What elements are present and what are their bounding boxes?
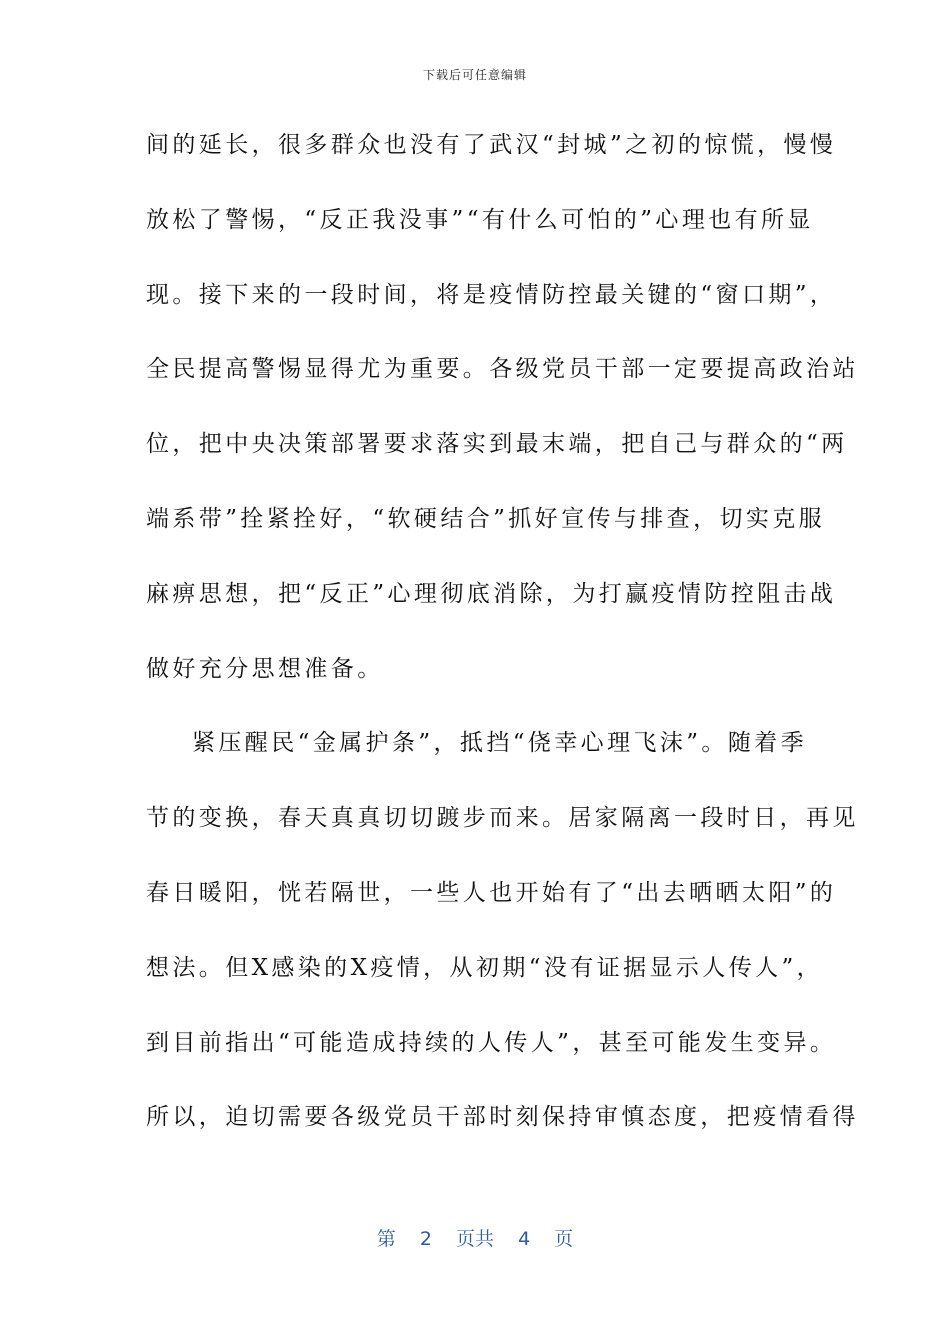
text-line: 做好充分思想准备。 bbox=[146, 655, 384, 682]
text-line: 麻痹思想，把“反正”心理彻底消除，为打赢疫情防控阻击战 bbox=[146, 580, 837, 607]
text-line: 端系带”拴紧拴好，“软硬结合”抓好宣传与排查，切实克服 bbox=[146, 505, 826, 532]
text-line: 想法。但X感染的X疫情，从初期“没有证据显示人传人”， bbox=[146, 954, 824, 981]
text-line: 位，把中央决策部署要求落实到最末端，把自己与群众的“两 bbox=[146, 431, 848, 458]
text-line: 放松了警惕，“反正我没事”“有什么可怕的”心理也有所显 bbox=[146, 206, 814, 233]
text-line: 间的延长，很多群众也没有了武汉“封城”之初的惊慌，慢慢 bbox=[146, 132, 837, 158]
text-line: 所以，迫切需要各级党员干部时刻保持审慎态度，把疫情看得 bbox=[146, 1104, 859, 1131]
text-line: 节的变换，春天真真切切踱步而来。居家隔离一段时日，再见 bbox=[146, 805, 859, 832]
page-number-footer bbox=[0, 1224, 950, 1251]
text-line: 现。接下来的一段时间，将是疫情防控最关键的“窗口期”， bbox=[146, 281, 837, 308]
text-line: 全民提高警惕显得尤为重要。各级党员干部一定要提高政治站 bbox=[146, 356, 859, 383]
page-number-label: 第 2 页共 4 页 bbox=[376, 1228, 574, 1250]
text-line: 到目前指出“可能造成持续的人传人”，甚至可能发生变异。 bbox=[146, 1029, 837, 1056]
document-body bbox=[146, 124, 859, 1171]
download-note: 下载后可任意编辑 bbox=[422, 68, 527, 82]
paragraph-start-line: 紧压醒民“金属护条”，抵挡“侥幸心理飞沫”。随着季 bbox=[192, 730, 808, 757]
text-line: 春日暖阳，恍若隔世，一些人也开始有了“出去晒晒太阳”的 bbox=[146, 879, 837, 906]
